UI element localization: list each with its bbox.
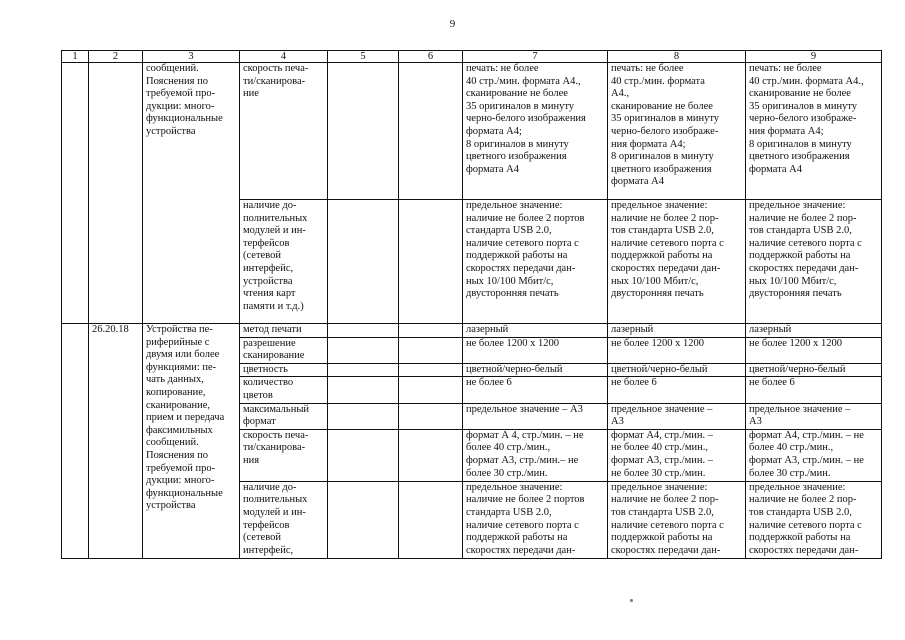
scan-dot bbox=[630, 599, 633, 602]
cell-text-line: чтения карт bbox=[243, 288, 296, 300]
cell-text-line: функциональные bbox=[146, 113, 223, 125]
cell-text-line: 35 оригиналов в минуту bbox=[749, 100, 858, 112]
cell-text-line: скорость печа- bbox=[243, 63, 309, 74]
cell-text-line: 40 стр./мин. формата А4., bbox=[749, 75, 864, 87]
cell-text-line: скоростях передачи дан- bbox=[749, 262, 859, 274]
cell-characteristic bbox=[240, 429, 328, 481]
cell-product-name bbox=[143, 63, 240, 324]
column-number: 9 bbox=[746, 51, 882, 63]
cell-text-line: поддержкой работы на bbox=[466, 532, 568, 544]
cell-characteristic bbox=[240, 377, 328, 403]
cell-text-line: тов стандарта USB 2.0, bbox=[611, 225, 714, 237]
cell-value bbox=[746, 63, 882, 200]
cell-text-line: формат А3, стр./мин.– не bbox=[466, 454, 579, 466]
cell-text-line: цветность bbox=[243, 363, 288, 375]
cell-text-line: сканирование bbox=[243, 350, 305, 362]
cell-value bbox=[463, 324, 608, 338]
cell-text-line: сообщений. bbox=[146, 437, 199, 449]
cell-text-line: поддержкой работы на bbox=[749, 250, 851, 262]
cell-text-line: формат А 4, стр./мин. – не bbox=[466, 429, 584, 441]
column-number-header-row bbox=[62, 51, 882, 63]
cell-empty bbox=[328, 429, 399, 481]
cell-text-line: разрешение bbox=[243, 337, 296, 349]
cell-characteristic bbox=[240, 481, 328, 558]
cell-empty bbox=[328, 324, 399, 338]
cell-text-line: формата А4 bbox=[749, 163, 802, 175]
cell-text-line: наличие не более 2 пор- bbox=[611, 212, 719, 224]
cell-empty bbox=[399, 429, 463, 481]
cell-code: 26.20.18 bbox=[89, 324, 143, 559]
cell-text-line: более 30 стр./мин. bbox=[466, 467, 548, 479]
cell-text-line: наличие не более 2 пор- bbox=[749, 212, 857, 224]
cell-text-line: двумя или более bbox=[146, 349, 220, 361]
cell-value bbox=[608, 429, 746, 481]
cell-text-line: двусторонняя печать bbox=[749, 288, 842, 300]
cell-text-line: 40 стр./мин. формата А4., bbox=[466, 75, 581, 87]
cell-index bbox=[62, 63, 89, 324]
cell-text-line: сканирование не более bbox=[749, 88, 851, 100]
cell-text-line: стандарта USB 2.0, bbox=[466, 506, 552, 518]
column-number: 2 bbox=[89, 51, 143, 63]
cell-text-line: ных 10/100 Мбит/с, bbox=[749, 275, 837, 287]
cell-text-line: наличие до- bbox=[243, 481, 297, 493]
cell-text-line: наличие не более 2 портов bbox=[466, 212, 585, 224]
cell-text-line: более 30 стр./мин. bbox=[749, 467, 831, 479]
cell-text-line: наличие сетевого порта с bbox=[749, 519, 862, 531]
cell-value bbox=[608, 337, 746, 363]
column-number: 4 bbox=[240, 51, 328, 63]
cell-text-line: сканирование не более bbox=[611, 100, 713, 112]
cell-text-line: не более 6 bbox=[611, 377, 657, 389]
cell-text-line: А3 bbox=[611, 416, 624, 428]
cell-text-line: терфейсов bbox=[243, 237, 290, 249]
cell-text-line: тов стандарта USB 2.0, bbox=[611, 506, 714, 518]
cell-product-name bbox=[143, 324, 240, 559]
cell-text-line: устройства bbox=[243, 275, 293, 287]
cell-text-line: ния формата А4; bbox=[611, 138, 686, 150]
cell-text-line: не более 1200 х 1200 bbox=[611, 337, 705, 349]
cell-text-line: интерфейс, bbox=[243, 262, 294, 274]
page-number: 9 bbox=[449, 18, 456, 30]
cell-text-line: 35 оригиналов в минуту bbox=[466, 100, 575, 112]
cell-empty bbox=[328, 200, 399, 324]
cell-characteristic bbox=[240, 200, 328, 324]
cell-text-line: цветной/черно-белый bbox=[611, 363, 708, 375]
cell-text-line: цветной/черно-белый bbox=[749, 363, 846, 375]
cell-text-line: наличие сетевого порта с bbox=[611, 237, 724, 249]
cell-text-line: двусторонняя печать bbox=[466, 288, 559, 300]
cell-text-line: А4., bbox=[611, 88, 630, 100]
cell-value bbox=[463, 481, 608, 558]
cell-text-line: дукции: много- bbox=[146, 100, 215, 112]
cell-characteristic bbox=[240, 324, 328, 338]
cell-text-line: ние bbox=[243, 88, 259, 100]
cell-text-line: лазерный bbox=[466, 324, 509, 335]
cell-value bbox=[746, 377, 882, 403]
cell-text-line: требуемой про- bbox=[146, 88, 216, 100]
cell-empty bbox=[328, 377, 399, 403]
cell-text-line: предельное значение – А3 bbox=[466, 403, 583, 415]
cell-empty bbox=[399, 403, 463, 429]
cell-text-line: ти/сканирова- bbox=[243, 442, 306, 454]
cell-empty bbox=[399, 377, 463, 403]
cell-text-line: наличие до- bbox=[243, 200, 297, 211]
cell-value bbox=[463, 363, 608, 377]
cell-value bbox=[608, 363, 746, 377]
cell-text-line: предельное значение: bbox=[466, 200, 563, 211]
cell-empty bbox=[328, 63, 399, 200]
cell-value bbox=[746, 481, 882, 558]
cell-text-line: лазерный bbox=[611, 324, 654, 335]
specification-table bbox=[61, 50, 882, 559]
cell-text-line: черно-белого изображения bbox=[466, 113, 586, 125]
cell-text-line: черно-белого изображе- bbox=[749, 113, 857, 125]
cell-value bbox=[746, 324, 882, 338]
cell-text-line: более 40 стр./мин., bbox=[466, 442, 551, 454]
cell-text-line: 35 оригиналов в минуту bbox=[611, 113, 720, 125]
cell-value bbox=[608, 481, 746, 558]
cell-text-line: предельное значение – bbox=[611, 403, 713, 415]
cell-text-line: скорость печа- bbox=[243, 429, 309, 441]
cell-text-line: Пояснения по bbox=[146, 449, 208, 461]
cell-text-line: двусторонняя печать bbox=[611, 288, 704, 300]
cell-text-line: предельное значение: bbox=[611, 481, 708, 493]
cell-text-line: печать: не более bbox=[749, 63, 822, 74]
cell-text-line: не более 6 bbox=[466, 377, 512, 389]
cell-value bbox=[608, 200, 746, 324]
cell-text-line: сканирование не более bbox=[466, 88, 568, 100]
cell-characteristic bbox=[240, 403, 328, 429]
cell-text-line: печать: не более bbox=[466, 63, 539, 74]
cell-value bbox=[746, 403, 882, 429]
column-number: 8 bbox=[608, 51, 746, 63]
cell-value bbox=[746, 337, 882, 363]
cell-empty bbox=[399, 63, 463, 200]
cell-text-line: 40 стр./мин. формата bbox=[611, 75, 705, 87]
cell-empty bbox=[399, 200, 463, 324]
cell-text-line: копирование, bbox=[146, 386, 206, 398]
cell-value bbox=[463, 200, 608, 324]
cell-text-line: 8 оригиналов в минуту bbox=[611, 151, 714, 163]
cell-text-line: не более 40 стр./мин., bbox=[611, 442, 708, 454]
cell-text-line: тов стандарта USB 2.0, bbox=[749, 225, 852, 237]
cell-text-line: 8 оригиналов в минуту bbox=[466, 138, 569, 150]
cell-text-line: количество bbox=[243, 377, 294, 389]
cell-text-line: устройства bbox=[146, 125, 196, 137]
column-number: 1 bbox=[62, 51, 89, 63]
cell-text-line: наличие сетевого порта с bbox=[611, 519, 724, 531]
cell-text-line: наличие сетевого порта с bbox=[749, 237, 862, 249]
cell-text-line: полнительных bbox=[243, 494, 308, 506]
cell-characteristic bbox=[240, 63, 328, 200]
cell-text-line: полнительных bbox=[243, 212, 308, 224]
cell-empty bbox=[328, 403, 399, 429]
cell-text-line: цветного изображения bbox=[749, 151, 850, 163]
cell-value bbox=[463, 63, 608, 200]
cell-text-line: черно-белого изображе- bbox=[611, 125, 719, 137]
cell-text-line: прием и передача bbox=[146, 412, 225, 424]
cell-text-line: наличие не более 2 портов bbox=[466, 494, 585, 506]
cell-empty bbox=[399, 363, 463, 377]
cell-text-line: не более 6 bbox=[749, 377, 795, 389]
cell-value bbox=[746, 200, 882, 324]
cell-empty bbox=[328, 481, 399, 558]
cell-text-line: Пояснения по bbox=[146, 75, 208, 87]
cell-text-line: наличие сетевого порта с bbox=[466, 519, 579, 531]
cell-text-line: наличие не более 2 пор- bbox=[611, 494, 719, 506]
cell-text-line: памяти и т.д.) bbox=[243, 300, 304, 312]
cell-text-line: лазерный bbox=[749, 324, 792, 335]
cell-text-line: максимальный bbox=[243, 403, 309, 415]
cell-value bbox=[608, 63, 746, 200]
cell-value bbox=[608, 324, 746, 338]
column-number: 7 bbox=[463, 51, 608, 63]
cell-text-line: поддержкой работы на bbox=[466, 250, 568, 262]
cell-text-line: формат А4, стр./мин. – не bbox=[749, 429, 864, 441]
cell-text-line: наличие сетевого порта с bbox=[466, 237, 579, 249]
cell-text-line: модулей и ин- bbox=[243, 225, 306, 237]
cell-text-line: наличие не более 2 пор- bbox=[749, 494, 857, 506]
cell-text-line: предельное значение: bbox=[749, 200, 846, 211]
cell-text-line: функциональные bbox=[146, 487, 223, 499]
cell-text-line: чать данных, bbox=[146, 374, 204, 386]
cell-empty bbox=[399, 337, 463, 363]
cell-text-line: формат А4, стр./мин. – bbox=[611, 429, 713, 441]
cell-text-line: сообщений. bbox=[146, 63, 199, 74]
cell-value bbox=[608, 403, 746, 429]
cell-text-line: цветного изображения bbox=[611, 163, 712, 175]
cell-text-line: факсимильных bbox=[146, 424, 213, 436]
cell-text-line: формата А4 bbox=[466, 163, 519, 175]
cell-text-line: печать: не более bbox=[611, 63, 684, 74]
cell-text-line: скоростях передачи дан- bbox=[466, 262, 576, 274]
cell-text-line: терфейсов bbox=[243, 519, 290, 531]
column-number: 3 bbox=[143, 51, 240, 63]
cell-value bbox=[463, 403, 608, 429]
cell-value bbox=[463, 377, 608, 403]
cell-empty bbox=[399, 481, 463, 558]
cell-text-line: требуемой про- bbox=[146, 462, 216, 474]
cell-value bbox=[608, 377, 746, 403]
cell-text-line: ных 10/100 Мбит/с, bbox=[611, 275, 699, 287]
cell-text-line: поддержкой работы на bbox=[611, 250, 713, 262]
cell-text-line: формат А3, стр./мин. – bbox=[611, 454, 713, 466]
cell-text-line: предельное значение – bbox=[749, 403, 851, 415]
cell-text-line: сканирование, bbox=[146, 399, 211, 411]
cell-text-line: цветов bbox=[243, 389, 273, 401]
cell-text-line: скоростях передачи дан- bbox=[466, 544, 576, 556]
cell-text-line: предельное значение: bbox=[611, 200, 708, 211]
cell-text-line: цветного изображения bbox=[466, 151, 567, 163]
cell-text-line: 8 оригиналов в минуту bbox=[749, 138, 852, 150]
cell-characteristic bbox=[240, 337, 328, 363]
table-row bbox=[62, 63, 882, 200]
cell-text-line: формат bbox=[243, 416, 276, 428]
column-number: 6 bbox=[399, 51, 463, 63]
cell-text-line: метод печати bbox=[243, 324, 302, 335]
cell-text-line: формат А3, стр./мин. – не bbox=[749, 454, 864, 466]
cell-text-line: ния bbox=[243, 454, 260, 466]
cell-text-line: интерфейс, bbox=[243, 544, 294, 556]
cell-text-line: риферийные с bbox=[146, 336, 210, 348]
cell-text-line: предельное значение: bbox=[749, 481, 846, 493]
cell-text-line: ных 10/100 Мбит/с, bbox=[466, 275, 554, 287]
cell-text-line: стандарта USB 2.0, bbox=[466, 225, 552, 237]
cell-text-line: цветной/черно-белый bbox=[466, 363, 563, 375]
cell-text-line: А3 bbox=[749, 416, 762, 428]
cell-value bbox=[746, 363, 882, 377]
cell-index bbox=[62, 324, 89, 559]
cell-text-line: ния формата А4; bbox=[749, 125, 824, 137]
cell-empty bbox=[328, 363, 399, 377]
cell-text-line: не более 30 стр./мин. bbox=[611, 467, 706, 479]
cell-text-line: функциями: пе- bbox=[146, 361, 217, 373]
cell-text-line: формата А4; bbox=[466, 125, 522, 137]
cell-text-line: скоростях передачи дан- bbox=[749, 544, 859, 556]
cell-characteristic bbox=[240, 363, 328, 377]
cell-text-line: ти/сканирова- bbox=[243, 75, 306, 87]
cell-text-line: более 40 стр./мин., bbox=[749, 442, 834, 454]
cell-text-line: скоростях передачи дан- bbox=[611, 262, 721, 274]
cell-text-line: формата А4 bbox=[611, 176, 664, 188]
column-number: 5 bbox=[328, 51, 399, 63]
cell-text-line: тов стандарта USB 2.0, bbox=[749, 506, 852, 518]
cell-value bbox=[463, 429, 608, 481]
cell-value bbox=[463, 337, 608, 363]
cell-text-line: не более 1200 х 1200 bbox=[466, 337, 560, 349]
cell-text-line: модулей и ин- bbox=[243, 506, 306, 518]
cell-text-line: поддержкой работы на bbox=[611, 532, 713, 544]
cell-text-line: устройства bbox=[146, 500, 196, 512]
cell-text-line: скоростях передачи дан- bbox=[611, 544, 721, 556]
cell-text-line: Устройства пе- bbox=[146, 324, 213, 335]
cell-empty bbox=[328, 337, 399, 363]
cell-code bbox=[89, 63, 143, 324]
cell-text-line: (сетевой bbox=[243, 532, 281, 544]
cell-text-line: дукции: много- bbox=[146, 475, 215, 487]
cell-text-line: не более 1200 х 1200 bbox=[749, 337, 843, 349]
table-row bbox=[62, 324, 882, 338]
cell-text-line: поддержкой работы на bbox=[749, 532, 851, 544]
cell-text-line: предельное значение: bbox=[466, 481, 563, 493]
cell-empty bbox=[399, 324, 463, 338]
cell-text-line: (сетевой bbox=[243, 250, 281, 262]
cell-value bbox=[746, 429, 882, 481]
